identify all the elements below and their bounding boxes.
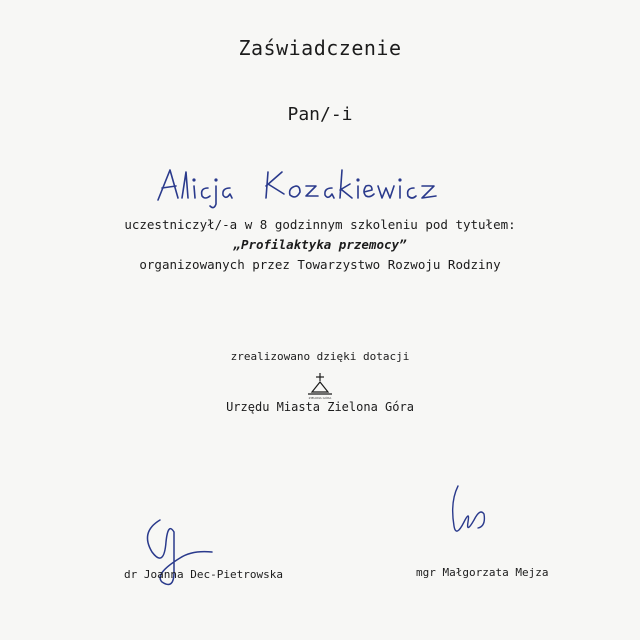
funding-intro: zrealizowano dzięki dotacji	[230, 350, 410, 363]
city-emblem-logo	[300, 370, 340, 400]
course-title: „Profilaktyka przemocy”	[233, 237, 407, 252]
organizer-statement: organizowanych przez Towarzystwo Rozwoju Rodziny	[139, 257, 501, 272]
signer-left-name: dr Joanna Dec-Pietrowska	[124, 568, 283, 581]
svg-text:ZIELONA GÓRA: ZIELONA GÓRA	[308, 396, 332, 400]
participation-statement: uczestniczył/-a w 8 godzinnym szkoleniu pod tytułem:	[124, 217, 516, 232]
funding-organization: Urzędu Miasta Zielona Góra	[226, 400, 414, 414]
certificate-title: Zaświadczenie	[238, 36, 402, 60]
handwritten-recipient-name	[150, 158, 470, 218]
salutation: Pan/-i	[287, 104, 353, 125]
signature-right	[440, 482, 500, 552]
signature-left	[130, 512, 220, 602]
signer-right-name: mgr Małgorzata Mejza	[416, 566, 549, 579]
